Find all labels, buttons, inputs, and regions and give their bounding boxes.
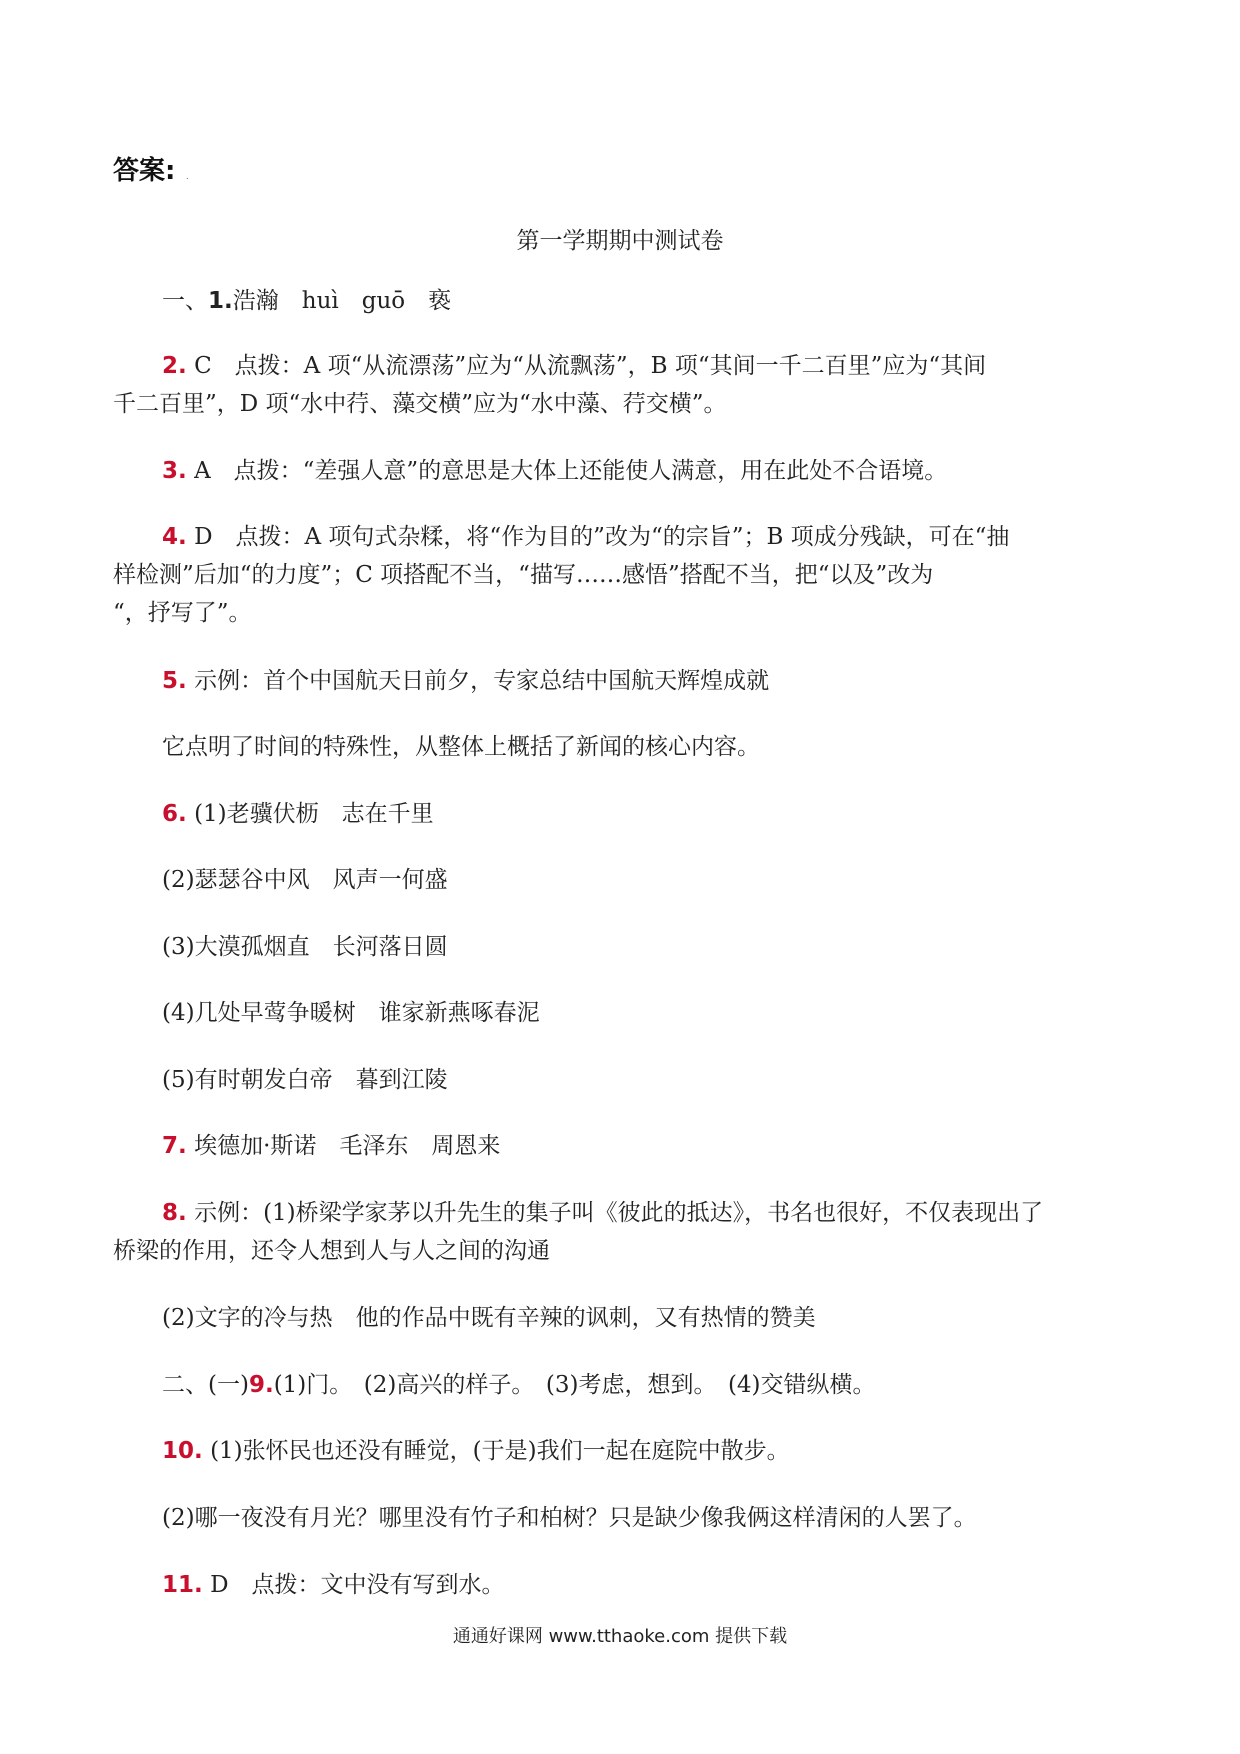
q8-line1 [162, 1194, 1043, 1232]
q11-text: D 点拨：文中没有写到水。 [210, 1572, 505, 1598]
q2-number: 2. [162, 353, 187, 379]
q1-number: 1. [208, 288, 233, 314]
q7-text: 埃德加·斯诺 毛泽东 周恩来 [194, 1133, 501, 1159]
q11-number: 11. [162, 1572, 203, 1598]
q4-line3: “，抒写了”。 [113, 600, 252, 626]
q9-line [162, 1366, 876, 1404]
q6-text-1: (1)老骥伏枥 志在千里 [194, 801, 434, 827]
q1-text: 浩瀚 huì guō 亵 [232, 288, 452, 314]
q1-prefix: 一、 [162, 288, 208, 314]
answer-label: 答案: [113, 156, 176, 186]
q3-line [162, 452, 947, 490]
q1-line [162, 282, 451, 320]
q9-text: (1)门。 (2)高兴的样子。 (3)考虑，想到。 (4)交错纵横。 [273, 1372, 876, 1398]
q5-number: 5. [162, 668, 187, 694]
q4-line2: 样检测”后加“的力度”；C 项搭配不当，“描写……感悟”搭配不当，把“以及”改为 [113, 562, 934, 588]
page-title: 第一学期期中测试卷 [516, 228, 724, 254]
q2-line2: 千二百里”，D 项“水中荇、藻交横”应为“水中藻、荇交横”。 [113, 391, 727, 417]
q4-number: 4. [162, 524, 187, 550]
q2-line1 [162, 347, 986, 385]
q4-line1 [162, 518, 1009, 556]
q6-line1 [162, 795, 434, 833]
q5-text-1: 示例：首个中国航天日前夕，专家总结中国航天辉煌成就 [194, 668, 770, 694]
q6-line2: (2)瑟瑟谷中风 风声一何盛 [162, 867, 448, 893]
q3-text: A 点拨：“差强人意”的意思是大体上还能使人满意，用在此处不合语境。 [194, 458, 948, 484]
q8-text-1: 示例：(1)桥梁学家茅以升先生的集子叫《彼此的抵达》，书名也很好，不仅表现出了 [194, 1200, 1044, 1226]
answer-mark: . [186, 172, 189, 181]
q9-prefix: 二、(一) [162, 1372, 249, 1398]
q6-number: 6. [162, 801, 187, 827]
q8-line3: (2)文字的冷与热 他的作品中既有辛辣的讽刺，又有热情的赞美 [162, 1305, 816, 1331]
q7-line [162, 1127, 500, 1165]
q8-line2: 桥梁的作用，还令人想到人与人之间的沟通 [113, 1238, 550, 1264]
q7-number: 7. [162, 1133, 187, 1159]
q10-line2: (2)哪一夜没有月光？哪里没有竹子和柏树？只是缺少像我俩这样清闲的人罢了。 [162, 1505, 977, 1531]
q10-number: 10. [162, 1438, 203, 1464]
q6-line5: (5)有时朝发白帝 暮到江陵 [162, 1067, 448, 1093]
q5-line1 [162, 662, 769, 700]
q5-line2: 它点明了时间的特殊性，从整体上概括了新闻的核心内容。 [162, 734, 760, 760]
q10-line1 [162, 1432, 790, 1470]
q10-text-1: (1)张怀民也还没有睡觉，(于是)我们一起在庭院中散步。 [210, 1438, 790, 1464]
q3-number: 3. [162, 458, 187, 484]
q8-number: 8. [162, 1200, 187, 1226]
q4-text-1: D 点拨：A 项句式杂糅，将“作为目的”改为“的宗旨”；B 项成分残缺，可在“抽 [194, 524, 1010, 550]
q9-number: 9. [248, 1372, 274, 1398]
q11-line [162, 1566, 505, 1604]
q6-line4: (4)几处早莺争暖树 谁家新燕啄春泥 [162, 1000, 540, 1026]
q6-line3: (3)大漠孤烟直 长河落日圆 [162, 934, 448, 960]
footer-text: 通通好课网 www.tthaoke.com 提供下载 [452, 1626, 788, 1647]
q2-text-1: C 点拨：A 项“从流漂荡”应为“从流飘荡”，B 项“其间一千二百里”应为“其间 [194, 353, 987, 379]
